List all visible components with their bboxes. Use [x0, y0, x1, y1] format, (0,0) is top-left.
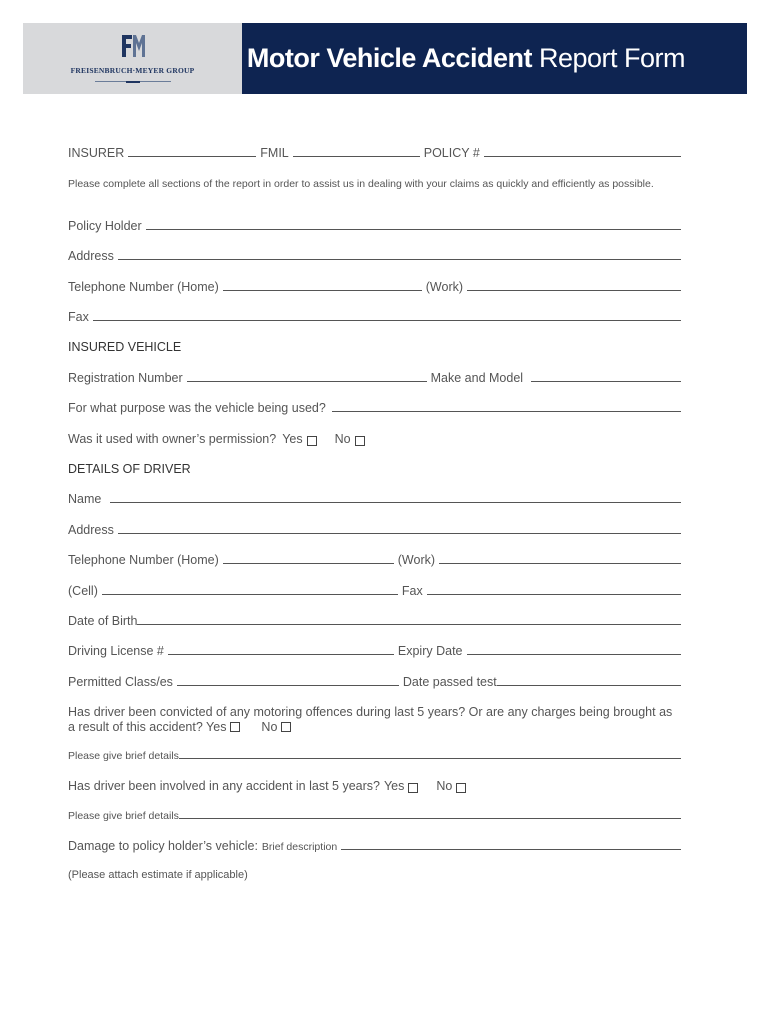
date-passed-label: Date passed test [402, 675, 497, 689]
license-field[interactable] [168, 653, 394, 655]
driver-tel-work-label: (Work) [397, 553, 436, 567]
convictions-no-checkbox[interactable] [281, 722, 291, 732]
registration-row [68, 371, 681, 385]
insurer-row [68, 146, 681, 160]
license-row [68, 644, 681, 658]
telephone-row [68, 280, 681, 294]
permission-yes-checkbox[interactable] [307, 436, 317, 446]
logo-wordmark: FREISENBRUCH·MEYER GROUP [70, 66, 195, 75]
dob-row [68, 614, 681, 628]
driver-name-field[interactable] [110, 501, 681, 503]
expiry-label: Expiry Date [397, 644, 463, 658]
purpose-row [68, 401, 681, 415]
dob-label: Date of Birth [68, 614, 138, 628]
details1-field[interactable] [179, 757, 681, 759]
fmil-label: FMIL [260, 146, 289, 160]
form-title-bold: Motor Vehicle Accident [246, 43, 532, 73]
tel-work-label: (Work) [425, 280, 464, 294]
address-field[interactable] [118, 258, 681, 260]
classes-field[interactable] [177, 684, 399, 686]
policy-label: POLICY # [423, 146, 480, 160]
classes-label: Permitted Class/es [68, 675, 173, 689]
policy-field[interactable] [484, 155, 681, 157]
permission-no-label: No [334, 432, 351, 446]
driver-heading: DETAILS OF DRIVER [68, 462, 191, 476]
insurer-field[interactable] [128, 155, 256, 157]
driver-cell-row [68, 584, 681, 598]
convictions-question [68, 705, 681, 735]
permission-yes-label: Yes [282, 432, 303, 446]
driver-name-row [68, 492, 681, 506]
accident-yes-label: Yes [383, 779, 405, 793]
make-model-label: Make and Model [430, 371, 524, 385]
driver-name-label: Name [68, 492, 102, 506]
dob-field[interactable] [137, 623, 681, 625]
driver-address-field[interactable] [118, 532, 681, 534]
damage-brief-label: Brief description [261, 841, 338, 853]
driver-fax-field[interactable] [427, 593, 681, 595]
permission-no-checkbox[interactable] [355, 436, 365, 446]
make-model-field[interactable] [531, 380, 681, 382]
fax-row [68, 310, 681, 324]
policy-holder-field[interactable] [146, 228, 681, 230]
details2-field[interactable] [179, 817, 681, 819]
logo-divider-accent [126, 81, 140, 83]
tel-home-label: Telephone Number (Home) [68, 280, 219, 294]
classes-row [68, 675, 681, 689]
accident-label: Has driver been involved in any accident in last 5 years? [68, 779, 380, 793]
policy-holder-row [68, 219, 681, 233]
fmil-field[interactable] [293, 155, 420, 157]
tel-work-field[interactable] [467, 289, 681, 291]
driver-cell-label: (Cell) [68, 584, 98, 598]
driver-tel-work-field[interactable] [439, 562, 681, 564]
policy-holder-label: Policy Holder [68, 219, 142, 233]
convictions-yes-label: Yes [206, 720, 227, 734]
registration-label: Registration Number [68, 371, 183, 385]
convictions-yes-checkbox[interactable] [230, 722, 240, 732]
convictions-text: Has driver been convicted of any motoring offences during last 5 years? Or are any charges being brought as a result of this accident? [68, 705, 673, 734]
accident-row [68, 779, 681, 793]
purpose-label: For what purpose was the vehicle being used? [68, 401, 326, 415]
address-label: Address [68, 249, 114, 263]
driver-cell-field[interactable] [102, 593, 398, 595]
accident-yes-checkbox[interactable] [408, 783, 418, 793]
driver-fax-label: Fax [401, 584, 423, 598]
driver-address-label: Address [68, 523, 114, 537]
driver-address-row [68, 523, 681, 537]
insured-vehicle-heading: INSURED VEHICLE [68, 340, 182, 354]
form-title-light: Report Form [538, 43, 685, 73]
damage-field[interactable] [341, 848, 681, 850]
logo-area [23, 23, 242, 94]
permission-label: Was it used with owner’s permission? [68, 432, 277, 446]
details2-row [68, 810, 681, 822]
fax-label: Fax [68, 310, 89, 324]
accident-no-checkbox[interactable] [456, 783, 466, 793]
driver-telephone-row [68, 553, 681, 567]
registration-field[interactable] [187, 380, 427, 382]
details1-row [68, 750, 681, 762]
details2-label: Please give brief details [68, 810, 179, 822]
damage-row [68, 839, 681, 853]
title-banner [242, 23, 747, 94]
insurer-label: INSURER [68, 146, 125, 160]
driver-tel-home-label: Telephone Number (Home) [68, 553, 219, 567]
accident-no-label: No [436, 779, 453, 793]
damage-label: Damage to policy holder’s vehicle: [68, 839, 258, 853]
license-label: Driving License # [68, 644, 164, 658]
permission-row [68, 432, 681, 446]
fax-field[interactable] [93, 319, 681, 321]
details1-label: Please give brief details [68, 750, 179, 762]
fm-logo-icon [120, 33, 146, 59]
expiry-field[interactable] [467, 653, 682, 655]
purpose-field[interactable] [332, 410, 681, 412]
driver-tel-home-field[interactable] [223, 562, 394, 564]
convictions-no-label: No [261, 720, 278, 734]
intro-text: Please complete all sections of the report in order to assist us in dealing with your claims as quickly and efficiently as possible. [68, 178, 654, 190]
date-passed-field[interactable] [497, 684, 681, 686]
tel-home-field[interactable] [223, 289, 422, 291]
attach-note: (Please attach estimate if applicable) [68, 869, 248, 881]
address-row [68, 249, 681, 263]
form-header [23, 23, 747, 94]
